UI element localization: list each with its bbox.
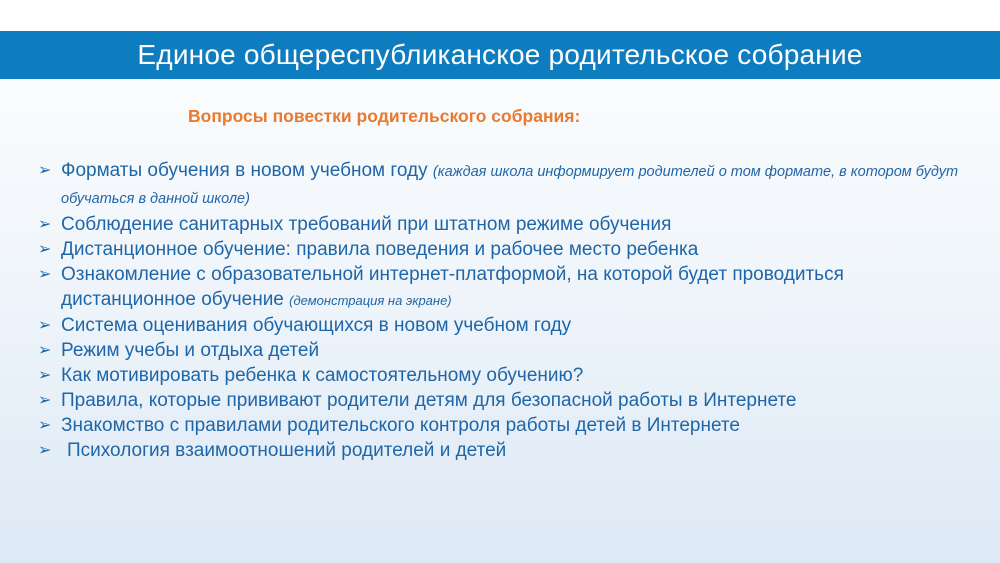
agenda-item-text: Соблюдение санитарных требований при штатном режиме обучения <box>61 214 672 235</box>
agenda-item-note: (каждая школа информирует родителей о том формате, в котором будут обучаться в данной школе) <box>61 164 959 207</box>
agenda-item <box>38 438 968 463</box>
title-bar <box>0 31 1000 79</box>
agenda-item-text: Как мотивировать ребенка к самостоятельному обучению? <box>61 365 584 386</box>
arrow-bullet-icon: ➢ <box>38 216 52 233</box>
arrow-bullet-icon: ➢ <box>38 266 52 283</box>
agenda-item-text: Форматы обучения в новом учебном году <box>61 160 428 181</box>
slide-title: Единое общереспубликанское родительское собрание <box>137 39 863 70</box>
arrow-bullet-icon: ➢ <box>38 392 52 409</box>
agenda-item <box>38 313 968 338</box>
agenda-item <box>38 388 968 413</box>
agenda-list <box>38 158 968 463</box>
arrow-bullet-icon: ➢ <box>38 317 52 334</box>
agenda-item-text: Правила, которые прививают родители детям для безопасной работы в Интернете <box>61 390 797 411</box>
agenda-item-text: Ознакомление с образовательной интернет-платформой, на которой будет проводиться дистанционное обучение <box>61 264 844 310</box>
agenda-item <box>38 237 968 262</box>
arrow-bullet-icon: ➢ <box>38 162 52 179</box>
agenda-item <box>38 363 968 388</box>
agenda-item-note: (демонстрация на экране) <box>289 293 452 308</box>
agenda-item-text: Режим учебы и отдыха детей <box>61 340 320 361</box>
arrow-bullet-icon: ➢ <box>38 367 52 384</box>
agenda-heading: Вопросы повестки родительского собрания: <box>188 106 581 126</box>
agenda-item <box>38 212 968 237</box>
agenda-item-text: Дистанционное обучение: правила поведения и рабочее место ребенка <box>61 239 699 260</box>
arrow-bullet-icon: ➢ <box>38 417 52 434</box>
agenda-item-text: Психология взаимоотношений родителей и детей <box>67 440 507 461</box>
agenda-item <box>38 413 968 438</box>
arrow-bullet-icon: ➢ <box>38 241 52 258</box>
agenda-item-text: Знакомство с правилами родительского контроля работы детей в Интернете <box>61 415 740 436</box>
agenda-item-text: Система оценивания обучающихся в новом учебном году <box>61 315 572 336</box>
arrow-bullet-icon: ➢ <box>38 342 52 359</box>
agenda-item <box>38 158 968 212</box>
arrow-bullet-icon: ➢ <box>38 442 52 459</box>
agenda-item <box>38 338 968 363</box>
agenda-item <box>38 262 968 313</box>
